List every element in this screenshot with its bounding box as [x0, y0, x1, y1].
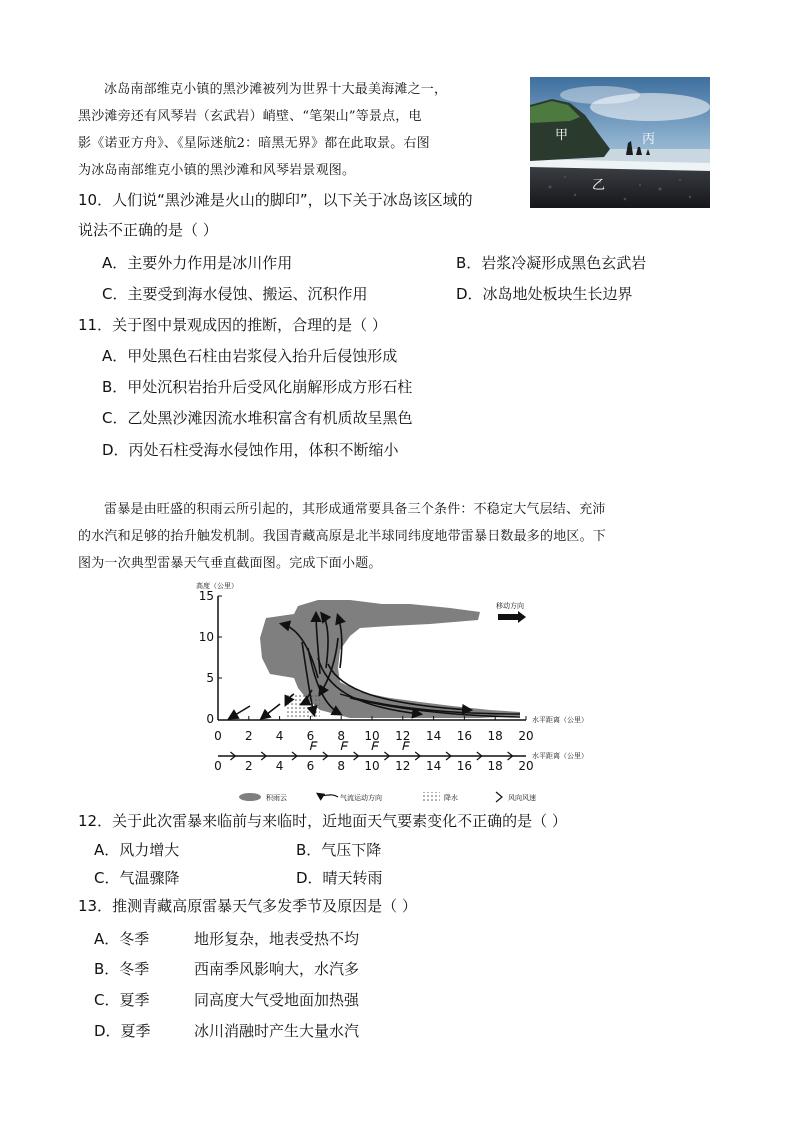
passage-1-line: 影《诺亚方舟》、《星际迷航2：暗黑无界》都在此取景。右图 — [78, 136, 430, 151]
question-13-option-c-letter: C．夏季 — [94, 991, 150, 1009]
question-13-option-b-letter: B．冬季 — [94, 960, 150, 978]
y-tick-5: 5 — [206, 671, 214, 685]
question-13-option-b-text: 西南季风影响大，水汽多 — [194, 960, 360, 978]
x-tick-label-2: 16 — [456, 759, 473, 773]
question-13-option-a[interactable] — [94, 929, 359, 949]
legend-cloud-swatch — [239, 793, 261, 801]
x-tick-label: 6 — [306, 729, 315, 743]
passage-1 — [78, 76, 523, 184]
x-tick-label-2: 14 — [425, 759, 442, 773]
question-13-option-c[interactable] — [94, 990, 359, 1010]
question-13-stem: 13．推测青藏高原雷暴天气多发季节及原因是（ ） — [78, 897, 417, 915]
question-13-option-c-text: 同高度大气受地面加热强 — [194, 991, 360, 1009]
x-tick-label-2: 8 — [337, 759, 346, 773]
question-11-option-b[interactable]: B．甲处沉积岩抬升后受风化崩解形成方形石柱 — [102, 378, 413, 396]
question-12-option-a[interactable]: A．风力增大 — [94, 841, 180, 859]
x-axis-label: 水平距离（公里） — [532, 716, 588, 724]
passage-2-line: 图为一次典型雷暴天气垂直截面图。完成下面小题。 — [78, 556, 382, 571]
x-tick-label-2: 12 — [395, 759, 411, 773]
question-12-stem: 12．关于此次雷暴来临前与来临时，近地面天气要素变化不正确的是（ ） — [78, 812, 567, 830]
move-direction-arrow — [498, 611, 526, 623]
question-11-stem: 11．关于图中景观成因的推断，合理的是（ ） — [78, 316, 387, 334]
legend-flow-label: 气流运动方向 — [340, 794, 382, 802]
passage-2 — [78, 496, 718, 577]
question-10-stem-2: 说法不正确的是（ ） — [78, 221, 218, 239]
x-tick-label-2: 10 — [364, 759, 380, 773]
question-12-option-b[interactable]: B．气压下降 — [296, 841, 382, 859]
question-13-option-a-text: 地形复杂，地表受热不均 — [194, 930, 360, 948]
question-11-option-d[interactable]: D．丙处石柱受海水侵蚀作用，体积不断缩小 — [102, 441, 399, 459]
x-tick-label: 4 — [275, 729, 284, 743]
black-sand-beach-photo — [530, 77, 710, 208]
x-tick-label-2: 20 — [518, 759, 534, 773]
wind-barb — [403, 742, 410, 750]
question-13-option-a-letter: A．冬季 — [94, 930, 150, 948]
x-tick-label: 0 — [214, 729, 222, 743]
x-tick-label: 8 — [337, 729, 346, 743]
legend-wind-label: 风向风速 — [508, 794, 536, 802]
x-tick-label-2: 18 — [487, 759, 503, 773]
legend-flow-icon — [318, 794, 338, 797]
question-10-option-c[interactable]: C．主要受到海水侵蚀、搬运、沉积作用 — [102, 285, 368, 303]
question-10-option-b[interactable]: B．岩浆冷凝形成黑色玄武岩 — [456, 254, 647, 272]
question-10-option-d[interactable]: D．冰岛地处板块生长边界 — [456, 285, 633, 303]
question-11-option-a[interactable]: A．甲处黑色石柱由岩浆侵入抬升后侵蚀形成 — [102, 347, 398, 365]
y-axis-label: 高度（公里） — [196, 582, 238, 590]
thunderstorm-diagram — [190, 578, 610, 806]
y-tick-10: 10 — [198, 630, 214, 644]
wind-barb — [341, 742, 348, 750]
legend-cloud-label: 积雨云 — [266, 794, 287, 802]
x-tick-label: 2 — [244, 729, 253, 743]
y-tick-0: 0 — [206, 712, 214, 726]
photo-label-bing: 丙 — [642, 132, 656, 147]
y-tick-15: 15 — [198, 589, 214, 603]
x-tick-label-2: 2 — [244, 759, 253, 773]
question-13-option-b[interactable] — [94, 959, 359, 979]
question-11-option-c[interactable]: C．乙处黑沙滩因流水堆积富含有机质故呈黑色 — [102, 409, 413, 427]
passage-2-line: 雷暴是由旺盛的积雨云所引起的，其形成通常要具备三个条件：不稳定大气层结、充沛 — [104, 502, 606, 517]
x-tick-label: 10 — [364, 729, 380, 743]
x-tick-label-2: 0 — [214, 759, 222, 773]
photo-label-yi: 乙 — [592, 178, 606, 193]
x-axis-label-2: 水平距离（公里） — [532, 752, 588, 760]
passage-1-line: 为冰岛南部维克小镇的黑沙滩和风琴岩景观图。 — [78, 163, 356, 178]
passage-2-line: 的水汽和足够的抬升触发机制。我国青藏高原是北半球同纬度地带雷暴日数最多的地区。下 — [78, 529, 607, 544]
passage-1-line: 黑沙滩旁还有风琴岩（玄武岩）峭壁、“笔架山”等景点，电 — [78, 109, 422, 124]
x-tick-label: 14 — [425, 729, 442, 743]
x-tick-label-2: 6 — [306, 759, 315, 773]
x-tick-label: 16 — [456, 729, 473, 743]
photo-label-jia: 甲 — [555, 128, 569, 143]
legend-rain-swatch — [422, 792, 440, 802]
legend-rain-label: 降水 — [444, 794, 458, 802]
question-10-stem-1: 10．人们说“黑沙滩是火山的脚印”，以下关于冰岛该区域的 — [78, 191, 473, 209]
wind-barb — [372, 742, 379, 750]
move-direction-label: 移动方向 — [496, 602, 524, 610]
x-tick-label: 20 — [518, 729, 534, 743]
precipitation-area — [286, 694, 320, 718]
question-10-option-a[interactable]: A．主要外力作用是冰川作用 — [102, 254, 293, 272]
x-tick-label: 12 — [395, 729, 411, 743]
legend-wind-icon — [496, 792, 502, 802]
legend — [239, 792, 536, 802]
question-13-option-d[interactable] — [94, 1021, 359, 1041]
wind-barb — [310, 742, 317, 750]
passage-1-line: 冰岛南部维克小镇的黑沙滩被列为世界十大最美海滩之一， — [104, 82, 448, 97]
question-13-option-d-text: 冰川消融时产生大量水汽 — [194, 1022, 360, 1040]
question-12-option-c[interactable]: C．气温骤降 — [94, 869, 180, 887]
x-tick-label: 18 — [487, 729, 503, 743]
x-tick-label-2: 4 — [275, 759, 284, 773]
question-13-option-d-letter: D．夏季 — [94, 1022, 151, 1040]
question-12-option-d[interactable]: D．晴天转雨 — [296, 869, 383, 887]
